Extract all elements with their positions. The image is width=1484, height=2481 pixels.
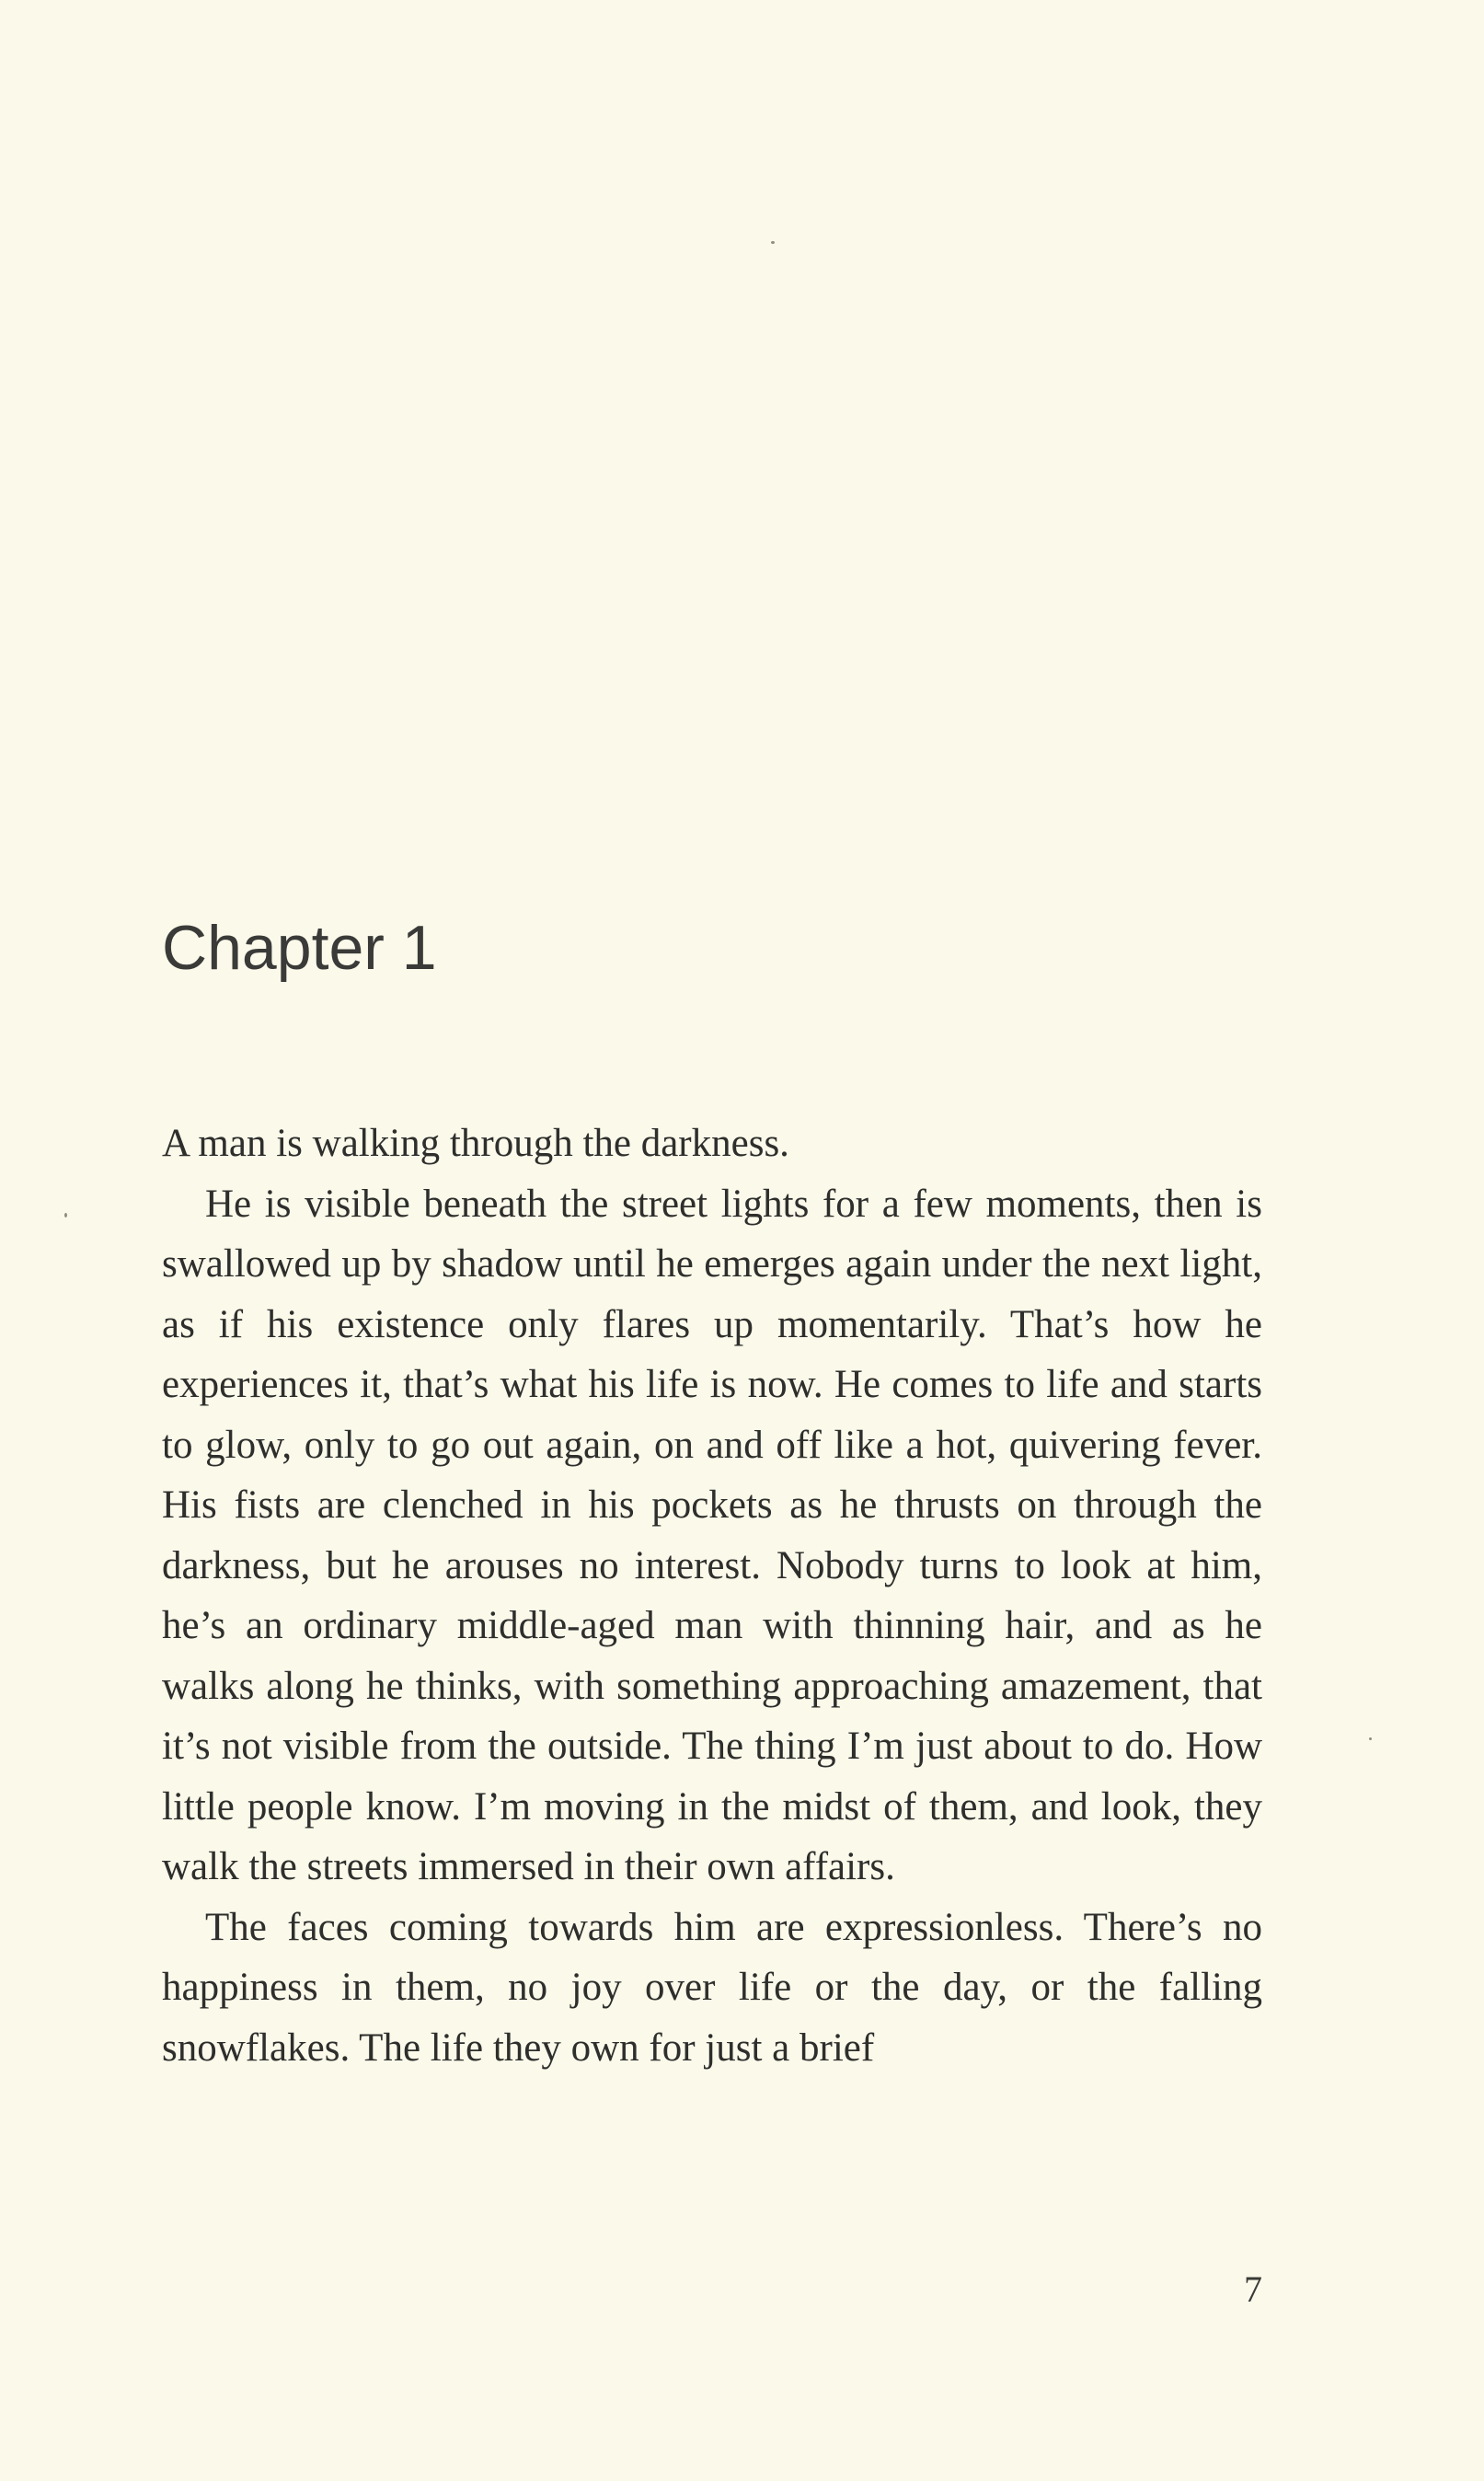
speck [64,1213,67,1217]
speck [771,241,775,244]
paragraph-3: The faces coming towards him are expressionless. There’s no happiness in them, no joy over life or the day, or the falling snowflakes. The life they own for just a brief [162,1905,1262,2070]
chapter-title: Chapter 1 [162,913,437,983]
paragraph-2: He is visible beneath the street lights for a few moments, then is swallowed up by shadow until he emerges again under the next light, as if his existence only flares up momentarily. That’s how he experiences it, that’s what his life is now. He comes to life and starts to glow, only to go out again, on and off like a hot, quivering fever. His fists are clenched in his pockets as he thrusts on through the darkness, but he arouses no interest. Nobody turns to look at him, he’s an ordinary middle-aged man with thinning hair, and as he walks along he thinks, with something approaching amazement, that it’s not visible from the outside. The thing I’m just about to do. How little people know. I’m moving in the midst of them, and look, they walk the streets immersed in their own affairs. [162,1182,1262,1888]
speck [1369,1737,1372,1740]
page-number: 7 [1244,2268,1262,2310]
paragraph-1: A man is walking through the darkness. [162,1122,789,1165]
chapter-body [162,1114,1262,2078]
